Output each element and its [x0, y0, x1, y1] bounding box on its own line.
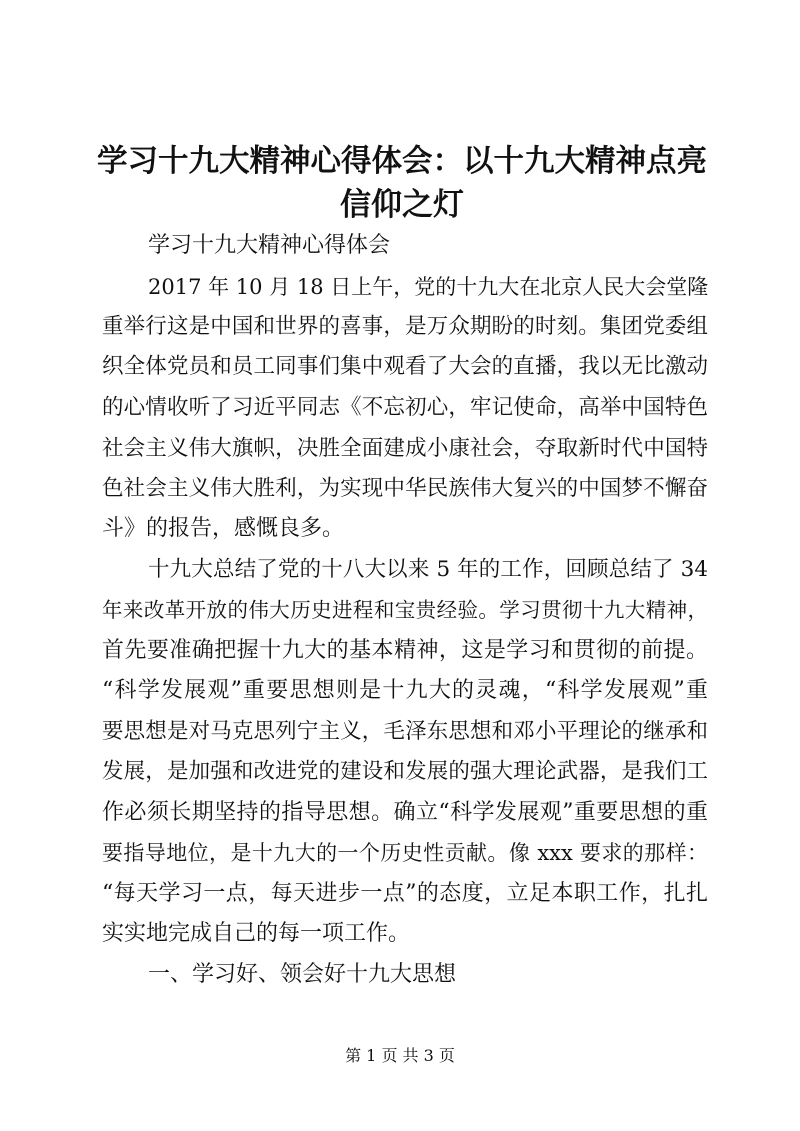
page-number: 第 1 页 共 3 页	[345, 1046, 455, 1065]
paragraph-1-line: 重举行这是中国和世界的喜事，是万众期盼的时刻。集团党委组	[102, 314, 708, 339]
paragraph-2-line: 发展，是加强和改进党的建设和发展的强大理论武器，是我们工	[102, 759, 708, 784]
paragraph-2-line: “科学发展观”重要思想则是十九大的灵魂，“科学发展观”重	[102, 678, 708, 703]
paragraph-2-line: “每天学习一点，每天进步一点”的态度，立足本职工作，扎扎	[102, 881, 708, 906]
paragraph-2-line: 要思想是对马克思列宁主义，毛泽东思想和邓小平理论的继承和	[102, 719, 708, 744]
paragraph-2-line: 年来改革开放的伟大历史进程和宝贵经验。学习贯彻十九大精神，	[102, 598, 708, 622]
paragraph-2-line: 首先要准确把握十九大的基本精神，这是学习和贯彻的前提。	[102, 638, 708, 663]
paragraph-2-line: 实实地完成自己的每一项工作。	[102, 921, 411, 946]
section-heading: 一、学习好、领会好十九大思想	[148, 962, 457, 987]
paragraph-1-line: 织全体党员和员工同事们集中观看了大会的直播，我以无比激动	[102, 354, 708, 379]
document-subtitle: 学习十九大精神心得体会	[148, 233, 391, 258]
paragraph-1-line: 色社会主义伟大胜利，为实现中华民族伟大复兴的中国梦不懈奋	[102, 476, 708, 501]
paragraph-2-line: 要指导地位，是十九大的一个历史性贡献。像 xxx 要求的那样：	[102, 841, 708, 865]
document-title-line-1: 学习十九大精神心得体会：以十九大精神点亮	[97, 144, 707, 179]
paragraph-1-line: 2017 年 10 月 18 日上午，党的十九大在北京人民大会堂隆	[148, 275, 709, 299]
document-title-line-2: 信仰之灯	[340, 187, 464, 223]
paragraph-1-line: 的心情收听了习近平同志《不忘初心，牢记使命，高举中国特色	[102, 395, 708, 420]
paragraph-2-line: 十九大总结了党的十八大以来 5 年的工作，回顾总结了 34	[148, 557, 708, 582]
paragraph-2-line: 作必须长期坚持的指导思想。确立“科学发展观”重要思想的重	[102, 800, 708, 825]
paragraph-1-line: 斗》的报告，感慨良多。	[102, 516, 345, 541]
paragraph-1-line: 社会主义伟大旗帜，决胜全面建成小康社会，夺取新时代中国特	[102, 436, 708, 461]
